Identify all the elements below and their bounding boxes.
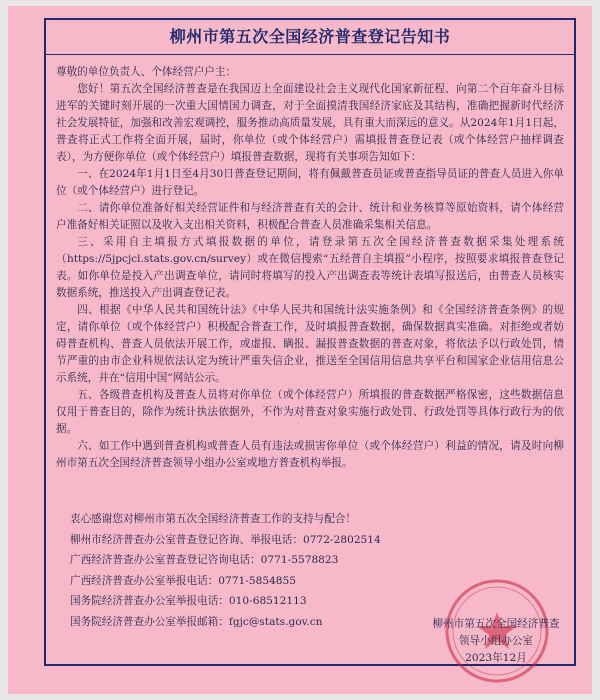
paragraph-1: 一、在2024年1月1日至4月30日普查登记期间，将有佩戴普查员证或普查指导员证的普查人员进入你单位（或个体经营户）进行登记。 bbox=[56, 168, 564, 197]
signature-block bbox=[426, 616, 566, 667]
signature-date: 2023年12月 bbox=[465, 652, 527, 664]
paragraph-3: 三、采用自主填报方式填报数据的单位，请登录第五次全国经济普查数据采集处理系统（https://5jpcjcl.stats.gov.cn/survey）或在微信搜索“五经普自主填报”小程序，按照要求填报普查登记表。如你单位是投入产出调查单位，请同时将填写的投入产出调查表等统计表填写报送后，由普查人员核实数据系统，推送投入产出调查登记表。 bbox=[56, 236, 564, 299]
notice-frame bbox=[44, 18, 576, 666]
paragraph-6: 六、如工作中遇到普查机构或普查人员有违法或损害你单位（或个体经营户）利益的情况，请及时向柳州市第五次全国经济普查领导小组办公室或地方普查机构举报。 bbox=[56, 440, 564, 469]
paragraph-2: 二、请你单位准备好相关经营证件和与经济普查有关的会计、统计和业务核算等原始资料，请个体经营户准备好相关证照以及收入支出相关资料，积极配合普查人员准确采集相关信息。 bbox=[56, 202, 564, 231]
contact-line: 广西经济普查办公室普查登记咨询电话：0771-5578823 bbox=[70, 554, 339, 566]
notice-body bbox=[56, 64, 564, 472]
paragraph-5: 五、各级普查机构及普查人员将对你单位（或个体经营户）所填报的普查数据严格保密，这些数据信息仅用于普查目的，除作为统计执法依据外，不作为对普查对象实施行政处罚、行政处罚等具体行政行为的依据。 bbox=[56, 389, 564, 435]
contact-line: 柳州市经济普查办公室普查登记咨询、举报电话：0772-2802514 bbox=[70, 533, 381, 546]
title-divider bbox=[46, 54, 574, 55]
contact-list bbox=[70, 509, 381, 632]
contact-line: 国务院经济普查办公室举报邮箱：fgjc@stats.gov.cn bbox=[70, 615, 323, 628]
contact-line: 广西经济普查办公室举报电话：0771-5854855 bbox=[70, 574, 297, 587]
signature-office: 领导小组办公室 bbox=[458, 635, 534, 647]
notice-sheet bbox=[8, 6, 592, 694]
paragraph-4: 四、根据《中华人民共和国统计法》《中华人民共和国统计法实施条例》和《全国经济普查条例》的规定，请你单位（或个体经营户）积极配合普查工作，及时填报普查数据，确保数据真实准确。对拒绝或者妨碍普查机构、普查人员依法开展工作，或虚报、瞒报、漏报普查数据的普查对象，将依法予以行政处罚，情节严重的由市企业科规依法认定为统计严重失信企业，推送至全国信用信息共享平台和国家企业信用信息公示系统，并在“信用中国”网站公示。 bbox=[56, 304, 564, 384]
signature-org: 柳州市第五次全国经济普查 bbox=[432, 618, 560, 630]
salutation: 尊敬的单位负责人、个体经营户户主： bbox=[56, 66, 237, 78]
notice-title: 柳州市第五次全国经济普查登记告知书 bbox=[169, 27, 451, 46]
paragraph-intro: 您好！第五次全国经济普查是在我国迈上全面建设社会主义现代化国家新征程、向第二个百年奋斗目标进军的关键时刻开展的一次重大国情国力调查，对于全面摸清我国经济家底及其结构，准确把握新时代经济社会发展特征，加强和改善宏观调控，服务推动高质量发展，具有重大而深远的意义。从2024年1月1日起，普查将正式工作将全面开展，届时，你单位（或个体经营户）需填报普查登记表（或个体经营户抽样调查表），为方便你单位（或个体经营户）填报普查数据，现将有关事项告知如下： bbox=[56, 83, 564, 163]
thanks-line: 衷心感谢您对柳州市第五次全国经济普查工作的支持与配合！ bbox=[70, 513, 357, 525]
contact-line: 国务院经济普查办公室举报电话：010-68512113 bbox=[70, 595, 307, 607]
